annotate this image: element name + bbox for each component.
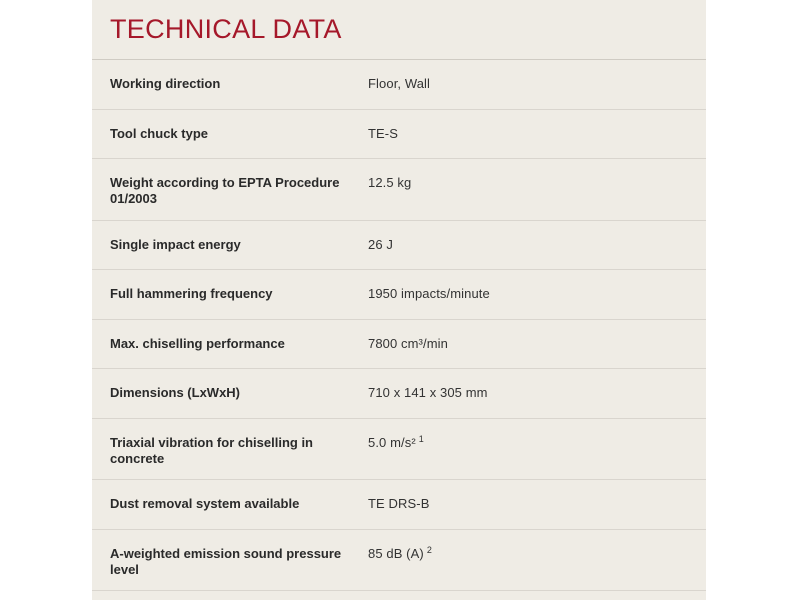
spec-value: 85 dB (A) $^2$ [368, 544, 432, 561]
spec-row-hammering-frequency [92, 270, 706, 320]
spec-value: 5.0 m/s² $^1$ [368, 433, 424, 450]
spec-label: Single impact energy [110, 236, 241, 252]
spec-value: TE DRS-B [368, 496, 430, 511]
section-heading: TECHNICAL DATA [110, 14, 342, 44]
spec-row-chiselling-performance [92, 320, 706, 370]
spec-label: Weight according to EPTA Procedure 01/2003 [110, 175, 340, 206]
spec-label: Dust removal system available [110, 496, 300, 511]
spec-label: Dimensions (LxWxH) [110, 385, 241, 400]
spec-row-tool-chuck-type [92, 110, 706, 160]
spec-value: 1950 impacts/minute [368, 286, 490, 301]
spec-row-dust-removal [92, 480, 706, 530]
spec-row-weight [92, 159, 706, 221]
spec-table [92, 59, 706, 591]
spec-row-working-direction [92, 60, 706, 110]
spec-label: A-weighted emission sound pressure level [110, 545, 342, 577]
spec-row-sound-pressure [92, 530, 706, 592]
spec-label: Max. chiselling performance [110, 335, 285, 351]
spec-label: Working direction [110, 76, 221, 91]
spec-value: Floor, Wall [368, 76, 431, 91]
footnote-marker: 2 [426, 544, 432, 555]
spec-value: 7800 cm³/min [368, 335, 448, 351]
spec-value: 710 x 141 x 305 mm [368, 385, 488, 400]
footnote-marker: 1 [418, 433, 424, 444]
technical-data-panel [92, 0, 706, 600]
spec-row-dimensions [92, 369, 706, 419]
spec-label: Full hammering frequency [110, 286, 273, 301]
spec-label: Triaxial vibration for chiselling in concrete [110, 434, 313, 466]
spec-label: Tool chuck type [110, 125, 208, 141]
spec-value: 12.5 kg [368, 175, 412, 190]
spec-row-single-impact-energy [92, 221, 706, 271]
spec-row-triaxial-vibration [92, 419, 706, 481]
spec-value: TE-S [368, 125, 399, 141]
spec-value: 26 J [368, 236, 393, 252]
